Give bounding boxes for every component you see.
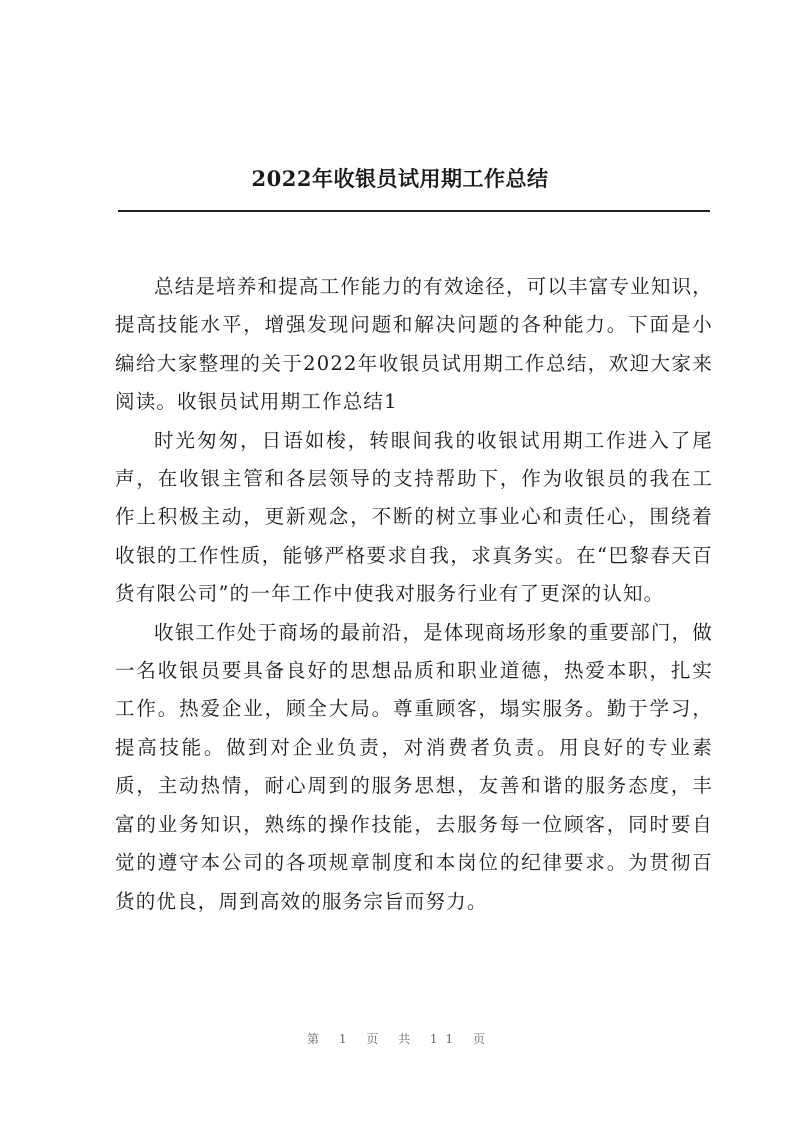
title-divider xyxy=(118,210,710,212)
document-title: 2022年收银员试用期工作总结 xyxy=(251,166,549,191)
page-footer: 第 1 页 共 11 页 xyxy=(307,1032,493,1046)
paragraph-2: 收银工作处于商场的最前沿，是体现商场形象的重要部门，做一名收银员要具备良好的思想品质和职业道德，热爱本职，扎实工作。热爱企业，顾全大局。尊重顾客，塌实服务。勤于学习，提高技能。做到对企业负责，对消费者负责。用良好的专业素质，主动热情，耐心周到的服务思想，友善和谐的服务态度，丰富的业务知识，熟练的操作技能，去服务每一位顾客，同时要自觉的遵守本公司的各项规章制度和本岗位的纪律要求。为贯彻百货的优良，周到高效的服务宗旨而努力。 xyxy=(115,620,713,913)
paragraph-intro: 总结是培养和提高工作能力的有效途径，可以丰富专业知识，提高技能水平，增强发现问题和解决问题的各种能力。下面是小编给大家整理的关于2022年收银员试用期工作总结，欢迎大家来阅读。收银员试用期工作总结1 xyxy=(115,275,713,414)
document-body xyxy=(115,268,713,921)
paragraph-1: 时光匆匆，日语如梭，转眼间我的收银试用期工作进入了尾声，在收银主管和各层领导的支持帮助下，作为收银员的我在工作上积极主动，更新观念，不断的树立事业心和责任心，围绕着收银的工作性质，能够严格要求自我，求真务实。在“巴黎春天百货有限公司”的一年工作中使我对服务行业有了更深的认知。 xyxy=(115,428,713,606)
